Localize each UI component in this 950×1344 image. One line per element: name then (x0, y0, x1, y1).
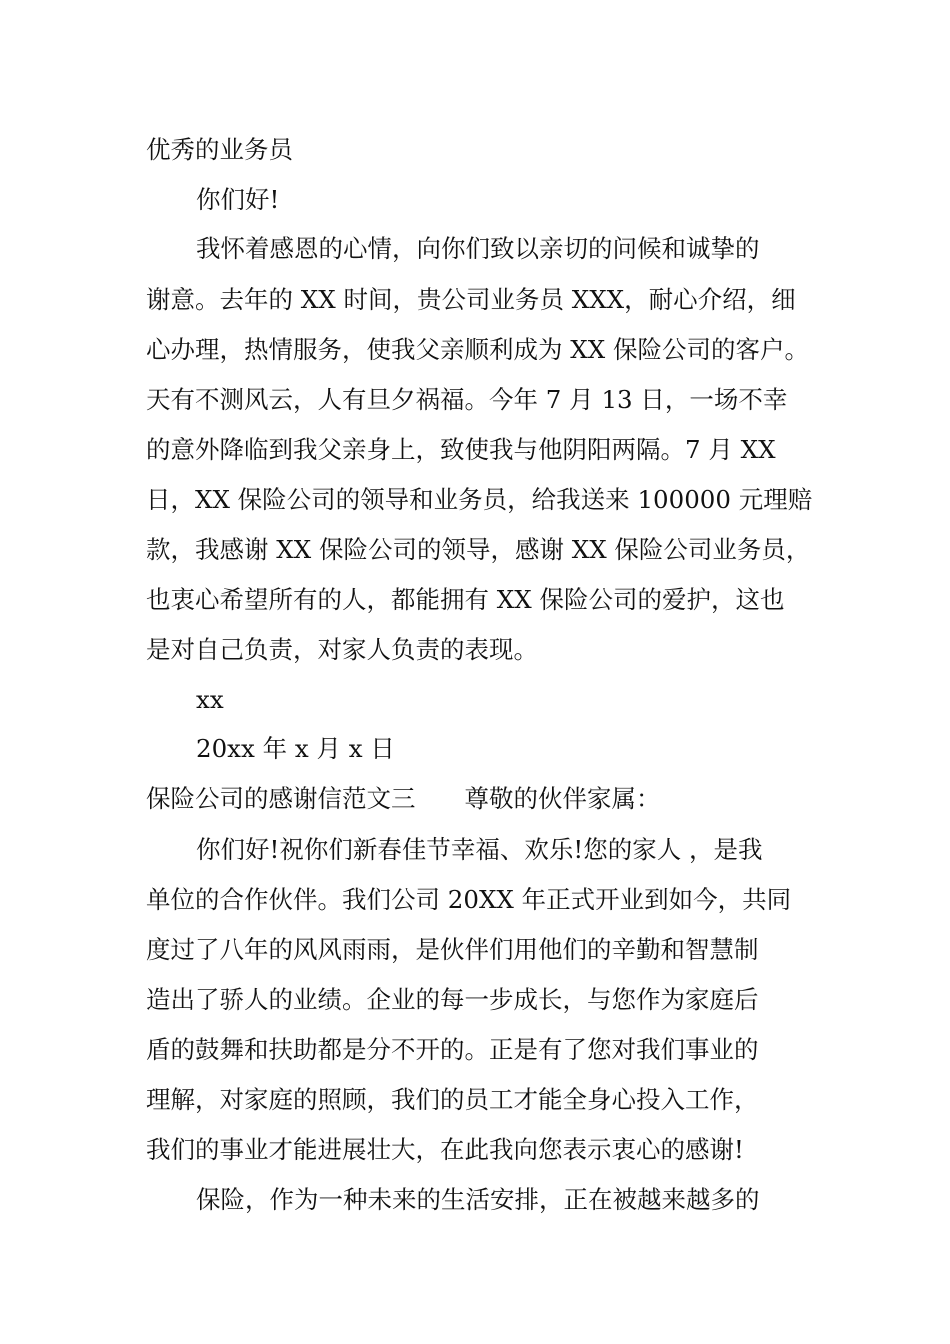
body-line: 保险，作为一种未来的生活安排，正在被越来越多的 (196, 1185, 760, 1214)
body-line: 盾的鼓舞和扶助都是分不开的。正是有了您对我们事业的 (146, 1035, 759, 1064)
body-line: 日，XX 保险公司的领导和业务员，给我送来 100000 元理赔 (146, 485, 813, 514)
body-line: 造出了骄人的业绩。企业的每一步成长，与您作为家庭后 (146, 985, 759, 1014)
body-line: 谢意。去年的 XX 时间，贵公司业务员 XXX，耐心介绍，细 (146, 285, 796, 314)
body-line: 天有不测风云，人有旦夕祸福。今年 7 月 13 日，一场不幸 (146, 385, 788, 414)
recipient-line: 优秀的业务员 (146, 135, 293, 164)
body-line: 也衷心希望所有的人，都能拥有 XX 保险公司的爱护，这也 (146, 585, 785, 614)
body-line: 你们好!祝你们新春佳节幸福、欢乐!您的家人 ，是我 (196, 835, 763, 864)
section-heading: 保险公司的感谢信范文三 尊敬的伙伴家属： (146, 784, 661, 813)
body-line: 我怀着感恩的心情，向你们致以亲切的问候和诚挚的 (196, 234, 760, 263)
body-line: 是对自己负责，对家人负责的表现。 (146, 635, 538, 664)
body-line: 心办理，热情服务，使我父亲顺利成为 XX 保险公司的客户。 (146, 335, 809, 364)
body-line: 款，我感谢 XX 保险公司的领导，感谢 XX 保险公司业务员， (146, 535, 811, 564)
body-line: 的意外降临到我父亲身上，致使我与他阴阳两隔。7 月 XX (146, 435, 776, 464)
body-line: 理解，对家庭的照顾，我们的员工才能全身心投入工作， (146, 1085, 759, 1114)
body-line: 单位的合作伙伴。我们公司 20XX 年正式开业到如今，共同 (146, 885, 792, 914)
greeting-line: 你们好! (196, 185, 280, 214)
body-line: 我们的事业才能进展壮大，在此我向您表示衷心的感谢! (146, 1135, 744, 1164)
body-line: 度过了八年的风风雨雨，是伙伴们用他们的辛勤和智慧制 (146, 935, 759, 964)
signature-line: xx (196, 685, 224, 714)
date-line: 20xx 年 x 月 x 日 (196, 734, 395, 763)
